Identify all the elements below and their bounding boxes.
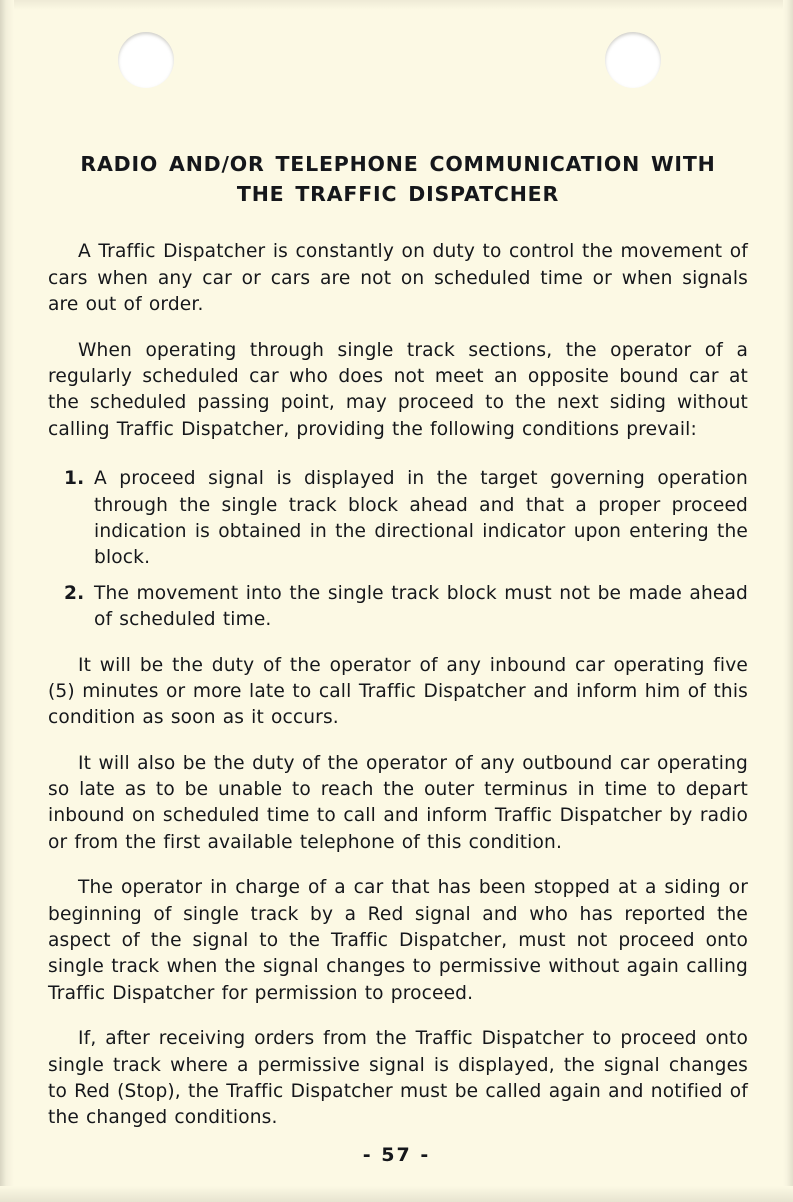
page-edge-left	[0, 0, 14, 1202]
paragraph: When operating through single track sections, the operator of a regularly scheduled car who does not meet an opposite bound car at the scheduled passing point, may proceed to the next siding without calling Traffic Dispatcher, providing the following conditions prevail:	[48, 339, 748, 440]
page-title	[48, 150, 748, 209]
page-edge-bottom	[0, 1186, 793, 1202]
paragraph: If, after receiving orders from the Traffic Dispatcher to proceed onto single track where a permissive signal is displayed, the signal changes to Red (Stop), the Traffic Dispatcher must be called again and notified of the changed conditions.	[48, 1028, 748, 1129]
punch-hole-left	[118, 32, 174, 88]
paragraph: A Traffic Dispatcher is constantly on duty to control the movement of cars when any car or cars are not on scheduled time or when signals are out of order.	[48, 241, 748, 316]
list-item-text: The movement into the single track block must not be made ahead of scheduled time.	[94, 582, 748, 631]
list-item-text: A proceed signal is displayed in the target governing operation through the single track block ahead and that a proper proceed indication is obtained in the directional indicator upon entering the block.	[94, 468, 748, 569]
list-item-number: 2.	[64, 582, 85, 604]
page-number: - 57 -	[362, 1144, 431, 1166]
page-title-line-1: RADIO AND/OR TELEPHONE COMMUNICATION WITH	[80, 152, 716, 176]
list-item	[48, 572, 748, 634]
page-edge-top	[0, 0, 793, 10]
paragraph: The operator in charge of a car that has been stopped at a siding or beginning of single track by a Red signal and who has reported the aspect of the signal to the Traffic Dispatcher, must not proceed onto single track when the signal changes to permissive without again calling Traffic Dispatcher for permission to proceed.	[48, 877, 748, 1004]
numbered-list	[48, 443, 748, 633]
list-item	[48, 457, 748, 572]
list-item-number: 1.	[64, 468, 85, 490]
paragraph: It will also be the duty of the operator of any outbound car operating so late as to be unable to reach the outer terminus in time to depart inbound on scheduled time to call and inform Traffic Dispatcher by radio or from the first available telephone of this condition.	[48, 752, 748, 853]
page-content	[48, 150, 748, 1132]
punch-hole-right	[605, 32, 661, 88]
page-edge-right	[783, 0, 793, 1202]
paragraph: It will be the duty of the operator of any inbound car operating five (5) minutes or more late to call Traffic Dispatcher and inform him of this condition as soon as it occurs.	[48, 654, 748, 729]
page-title-line-2: THE TRAFFIC DISPATCHER	[236, 181, 560, 206]
